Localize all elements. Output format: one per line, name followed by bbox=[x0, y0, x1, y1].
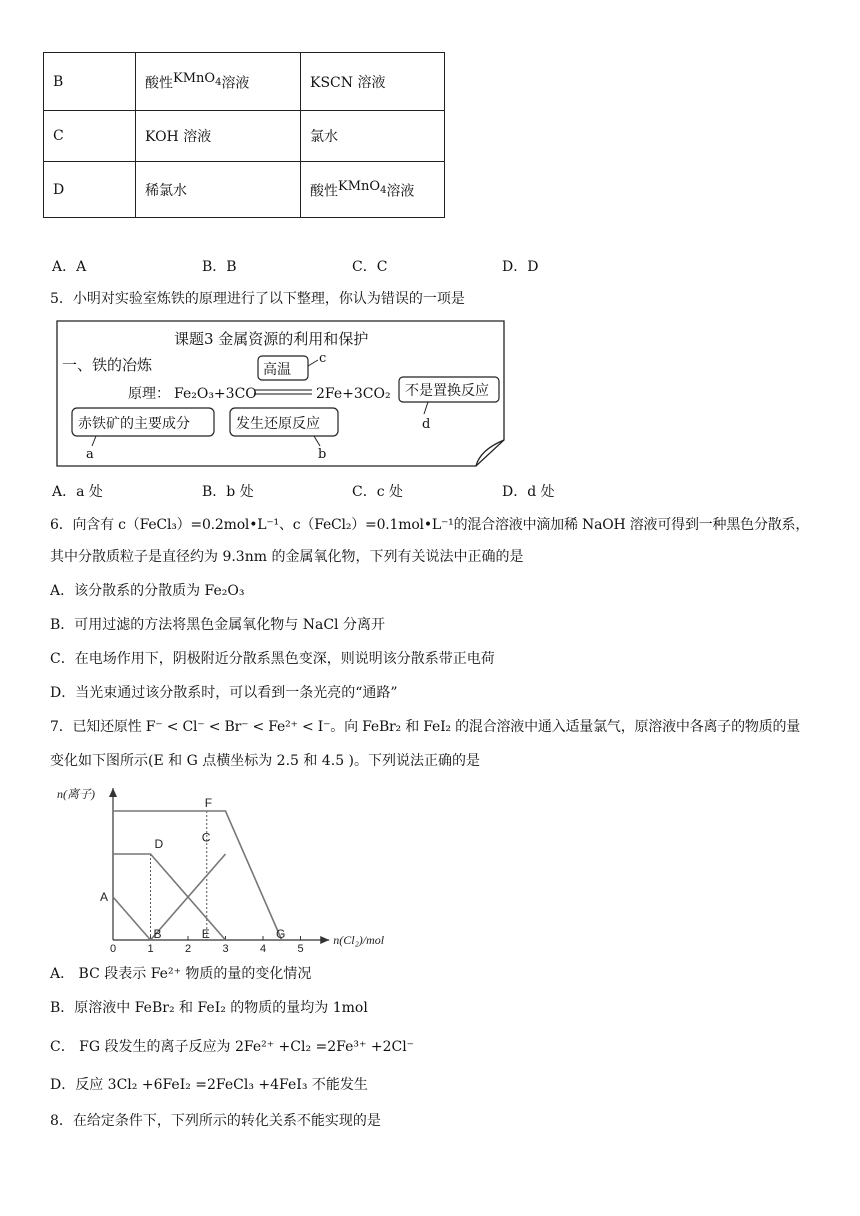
question-5-stem: 5．小明对实验室炼铁的原理进行了以下整理，你认为错误的一项是 bbox=[50, 291, 465, 307]
card-section: 一、铁的冶炼 bbox=[62, 356, 153, 374]
q5-option-c: C．c 处 bbox=[352, 484, 404, 500]
q5-option-b: B．b 处 bbox=[202, 484, 254, 500]
point-label: E bbox=[201, 927, 210, 941]
q6-option-b: B．可用过滤的方法将黑色金属氧化物与 NaCl 分离开 bbox=[50, 617, 385, 633]
note-b: 发生还原反应 bbox=[236, 416, 320, 432]
option-b: B．B bbox=[202, 259, 237, 275]
x-tick-label: 2 bbox=[185, 943, 192, 952]
condition-high-temp: 高温 bbox=[263, 362, 291, 378]
option-c: C．C bbox=[352, 259, 388, 275]
note-d: 不是置换反应 bbox=[405, 383, 489, 399]
x-tick-label: 5 bbox=[297, 943, 304, 952]
series-line bbox=[113, 811, 282, 940]
point-label: C bbox=[201, 830, 211, 845]
q7-option-b: B．原溶液中 FeBr₂ 和 FeI₂ 的物质的量均为 1mol bbox=[50, 1000, 368, 1016]
equation-right: 2Fe+3CO₂ bbox=[316, 386, 391, 402]
q6-option-a: A．该分散系的分散质为 Fe₂O₃ bbox=[50, 583, 245, 599]
question-6-stem-2: 其中分散质粒子是直径约为 9.3nm 的金属氧化物，下列有关说法中正确的是 bbox=[50, 549, 524, 565]
q7-option-d: D．反应 3Cl₂ +6FeI₂ =2FeCl₃ +4FeI₃ 不能发生 bbox=[50, 1077, 368, 1093]
x-axis-arrow bbox=[320, 936, 329, 944]
table-cell: C bbox=[44, 111, 136, 162]
q6-option-c: C．在电场作用下，阴极附近分散系黑色变深，则说明该分散系带正电荷 bbox=[50, 651, 495, 667]
q5-option-a: A．a 处 bbox=[52, 484, 103, 500]
card-title: 课题3 金属资源的利用和保护 bbox=[174, 330, 369, 348]
table-cell: 稀氯水 bbox=[136, 162, 301, 218]
question-6-stem-1: 6．向含有 c（FeCl₃）=0.2mol•L⁻¹、c（FeCl₂）=0.1mol•L⁻¹的混合溶液中滴加稀 NaOH 溶液可得到一种黑色分散系， bbox=[50, 517, 810, 533]
table-cell: KSCN 溶液 bbox=[301, 53, 445, 111]
principle-label: 原理： bbox=[128, 386, 170, 402]
x-tick-label: 1 bbox=[147, 943, 154, 952]
table-row bbox=[44, 53, 445, 111]
table-cell: B bbox=[44, 53, 136, 111]
table-row bbox=[44, 111, 445, 162]
question-7-stem-1: 7．已知还原性 F⁻ < Cl⁻ < Br⁻ < Fe²⁺ < I⁻。向 FeBr₂ 和 FeI₂ 的混合溶液中通入适量氯气，原溶液中各离子的物质的量 bbox=[50, 719, 801, 735]
table-row bbox=[44, 162, 445, 218]
series-line bbox=[113, 897, 151, 940]
point-label: G bbox=[276, 927, 286, 941]
iron-smelting-card bbox=[56, 320, 506, 468]
question-8-stem: 8．在给定条件下，下列所示的转化关系不能实现的是 bbox=[50, 1113, 381, 1129]
point-label: D bbox=[154, 837, 164, 851]
table-cell: KOH 溶液 bbox=[136, 111, 301, 162]
label-c: c bbox=[319, 351, 327, 366]
point-label: B bbox=[153, 927, 162, 941]
option-d: D．D bbox=[502, 259, 539, 275]
reagent-table bbox=[43, 52, 445, 218]
question-7-stem-2: 变化如下图所示(E 和 G 点横坐标为 2.5 和 4.5 )。下列说法正确的是 bbox=[50, 753, 481, 769]
q5-option-d: D．d 处 bbox=[502, 484, 555, 500]
label-a: a bbox=[86, 447, 94, 462]
option-a: A．A bbox=[52, 259, 87, 275]
x-tick-label: 0 bbox=[110, 943, 117, 952]
x-tick-label: 4 bbox=[260, 943, 267, 952]
note-a: 赤铁矿的主要成分 bbox=[78, 416, 190, 432]
y-axis-label: n(离子) bbox=[57, 787, 95, 801]
table-cell: D bbox=[44, 162, 136, 218]
q7-option-a: A． BC 段表示 Fe²⁺ 物质的量的变化情况 bbox=[50, 966, 312, 982]
label-b: b bbox=[318, 447, 327, 462]
point-label: F bbox=[204, 796, 213, 810]
q7-option-c: C． FG 段发生的离子反应为 2Fe²⁺ +Cl₂ =2Fe³⁺ +2Cl⁻ bbox=[50, 1039, 415, 1055]
q6-option-d: D．当光束通过该分散系时，可以看到一条光亮的“通路” bbox=[50, 685, 398, 701]
y-axis-arrow bbox=[109, 788, 117, 797]
point-label: A bbox=[100, 890, 109, 904]
equation-left: Fe₂O₃+3CO bbox=[174, 386, 257, 402]
table-cell: 氯水 bbox=[301, 111, 445, 162]
x-axis-label: n(Cl₂)/mol bbox=[333, 933, 385, 947]
label-d: d bbox=[422, 417, 431, 432]
table-cell: 酸性$^{KMnO_4}$溶液 bbox=[301, 162, 445, 218]
x-tick-label: 3 bbox=[222, 943, 229, 952]
ion-amount-chart bbox=[55, 780, 415, 952]
table-cell: 酸性$^{KMnO_4}$溶液 bbox=[136, 53, 301, 111]
